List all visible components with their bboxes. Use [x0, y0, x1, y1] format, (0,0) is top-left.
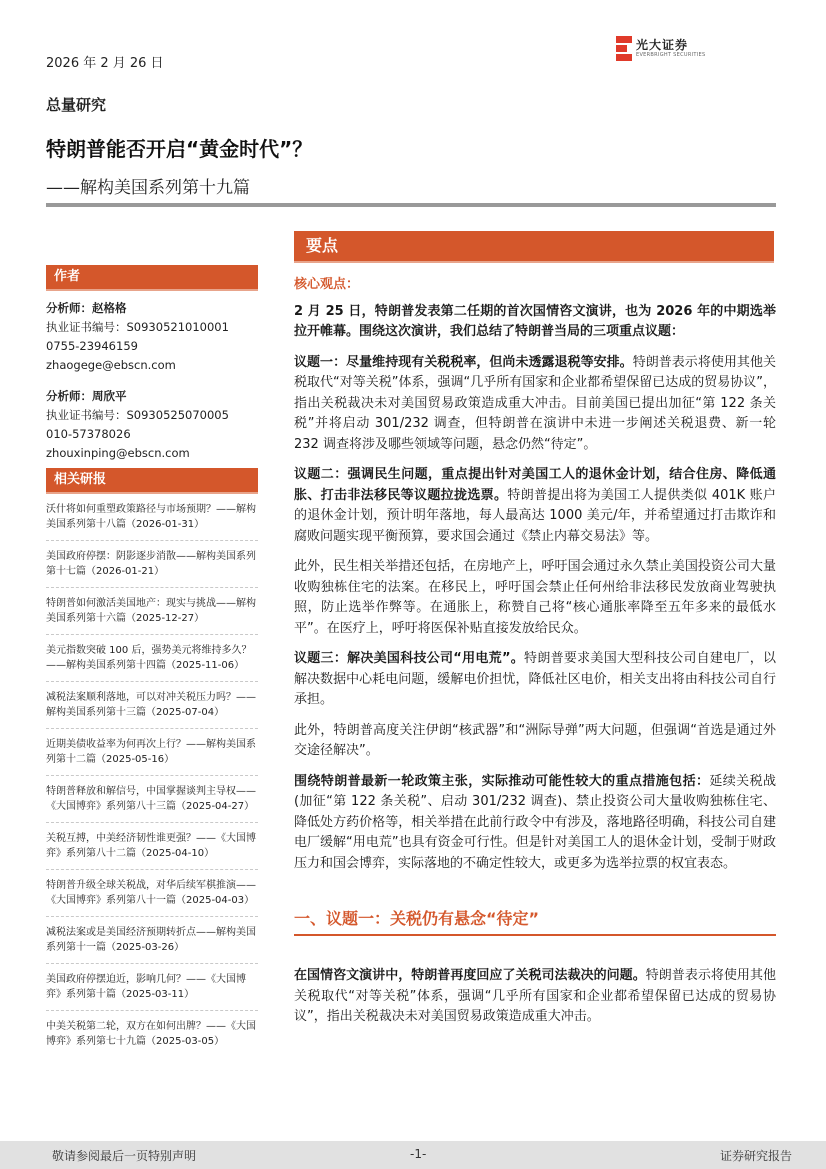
- logo-name-en: EVERBRIGHT SECURITIES: [636, 52, 706, 58]
- issue-three-lead: 议题三：解决美国科技公司“用电荒”。: [294, 651, 525, 666]
- related-research-item[interactable]: 特朗普如何激活美国地产：现实与挑战——解构美国系列第十六篇（2025-12-27）: [46, 596, 258, 635]
- analyst-name: 分析师：周欣平: [46, 389, 127, 403]
- core-view-label: 核心观点：: [294, 277, 360, 292]
- title-divider: [46, 203, 776, 207]
- disclaimer-link[interactable]: 敬请参阅最后一页特别声明: [52, 1149, 197, 1163]
- related-research-list: [46, 502, 258, 1057]
- related-research-item[interactable]: 减税法案顺利落地，可以对冲关税压力吗？——解构美国系列第十三篇（2025-07-04）: [46, 690, 258, 729]
- report-type-label: 证券研究报告: [720, 1149, 793, 1163]
- related-research-item[interactable]: 关税互搏，中美经济韧性谁更强？——《大国博弈》系列第八十二篇（2025-04-10）: [46, 831, 258, 870]
- analyst-block: [46, 299, 258, 375]
- analyst-cert: 执业证书编号：S0930521010001: [46, 320, 229, 334]
- issue-one-lead: 议题一：尽量维持现有关税税率，但尚未透露退税等安排。: [294, 354, 633, 370]
- section-one-text: 特朗普表示将使用其他关税取代“对等关税”体系，强调“几乎所有国家和企业都希望保留已达成的贸易协议”，指出关税裁决未对美国贸易政策造成重大冲击。: [294, 968, 776, 1024]
- authors-heading: 作者: [46, 265, 258, 289]
- analyst-cert: 执业证书编号：S0930525070005: [46, 408, 229, 422]
- analyst-email[interactable]: zhouxinping@ebscn.com: [46, 446, 190, 460]
- issue-three-paragraph: [294, 649, 776, 711]
- related-research-item[interactable]: 中美关税第二轮，双方在如何出牌？——《大国博弈》系列第七十九篇（2025-03-05）: [46, 1021, 256, 1047]
- related-research-item[interactable]: 美国政府停摆：阴影逐步消散——解构美国系列第十七篇（2026-01-21）: [46, 549, 258, 588]
- analyst-block: [46, 387, 258, 463]
- section-one-title: 一、议题一：关税仍有悬念“待定”: [294, 909, 540, 928]
- section-divider: [294, 934, 776, 936]
- issue-two-lead: 议题二：强调民生问题，重点提出针对美国工人的退休金计划，结合住房、降低通胀、打击非法移民等议题拉拢选票。: [294, 467, 776, 503]
- report-date: 2026 年 2 月 26 日: [46, 56, 164, 71]
- issue-three-text: 特朗普要求美国大型科技公司自建电厂，以解决数据中心耗电问题，缓解电价担忧，降低社区电价，相关支出将由科技公司自行承担。: [294, 651, 776, 707]
- measures-paragraph: [294, 772, 776, 875]
- related-research-heading: 相关研报: [46, 468, 258, 492]
- iran-paragraph: 此外，特朗普高度关注伊朗“核武器”和“洲际导弹”两大问题，但强调“首选是通过外交途径解决”。: [294, 722, 776, 758]
- analyst-name: 分析师：赵格格: [46, 301, 127, 315]
- everbright-logo-icon: [616, 36, 632, 62]
- related-research-item[interactable]: 特朗普升级全球关税战，对华后续军棋推演——《大国博弈》系列第八十一篇（2025-04-03）: [46, 878, 258, 917]
- measures-text: 延续关税战(加征“第 122 条关税”、启动 301/232 调查)、禁止投资公司大量收购独栋住宅、降低处方药价格等，相关举措在此前行政令中有涉及，落地路径明确，科技公司自建电厂缓解“用电荒”也具有资金可行性。但是针对美国工人的退休金计划，受制于财政压力和国会博弈，实际落地的不确定性较大，或更多为选举拉票的权宜表态。: [294, 773, 776, 871]
- intro-paragraph: 2 月 25 日，特朗普发表第二任期的首次国情咨文演讲，也为 2026 年的中期选举拉开帷幕。围绕这次演讲，我们总结了特朗普当局的三项重点议题：: [294, 303, 776, 339]
- analyst-phone: 0755-23946159: [46, 339, 138, 353]
- issue-one-paragraph: [294, 353, 776, 456]
- sidebar: [46, 265, 258, 1065]
- related-research-item[interactable]: 特朗普释放和解信号，中国掌握谈判主导权——《大国博弈》系列第八十三篇（2025-04-27）: [46, 784, 258, 823]
- related-research-item[interactable]: 美元指数突破 100 后，强势美元将维持多久？——解构美国系列第十四篇（2025-11-06）: [46, 643, 258, 682]
- analyst-phone: 010-57378026: [46, 427, 131, 441]
- keypoints-body: [294, 275, 776, 884]
- company-logo: [616, 36, 706, 66]
- report-category: 总量研究: [46, 96, 107, 114]
- measures-lead: 围绕特朗普最新一轮政策主张，实际推动可能性较大的重点措施包括：: [294, 773, 710, 789]
- report-subtitle: ——解构美国系列第十九篇: [46, 178, 250, 198]
- issue-one-text: 特朗普表示将使用其他关税取代“对等关税”体系，强调“几乎所有国家和企业都希望保留已达成的贸易协议”，指出关税裁决未对美国贸易政策造成重大冲击。目前美国已提出加征“第 122 条关税”并将启动 301/232 调查，但特朗普在演讲中未进一步阐述关税退费、新一轮 232 调查将涉及哪些领域等问题，悬念仍然“待定”。: [294, 354, 776, 452]
- section-one-body: [294, 966, 776, 1028]
- report-title: 特朗普能否开启“黄金时代”？: [46, 137, 313, 161]
- related-research-item[interactable]: 减税法案或是美国经济预期转折点——解构美国系列第十一篇（2025-03-26）: [46, 925, 258, 964]
- section-one-lead: 在国情咨文演讲中，特朗普再度回应了关税司法裁决的问题。: [294, 968, 646, 983]
- keypoints-heading: 要点: [294, 231, 774, 261]
- analyst-email[interactable]: zhaogege@ebscn.com: [46, 358, 176, 372]
- issue-two-paragraph: [294, 465, 776, 547]
- related-research-item[interactable]: 近期美债收益率为何再次上行？——解构美国系列第十二篇（2025-05-16）: [46, 737, 258, 776]
- page-number: -1-: [410, 1147, 427, 1161]
- related-research-item[interactable]: 美国政府停摆迫近，影响几何？——《大国博弈》系列第十篇（2025-03-11）: [46, 972, 258, 1011]
- logo-name-cn: 光大证券: [636, 38, 689, 52]
- issue-two-text: 特朗普提出将为美国工人提供类似 401K 账户的退休金计划，预计明年落地，每人最高达 1000 美元/年，并希望通过打击欺诈和腐败问题实现平衡预算，要求国会通过《禁止内幕交易法》等。: [294, 487, 776, 544]
- livelihood-paragraph: 此外，民生相关举措还包括，在房地产上，呼吁国会通过永久禁止美国投资公司大量收购独栋住宅的法案。在移民上，呼吁国会禁止任何州给非法移民发放商业驾驶执照，防止选举作弊等。在通胀上，称赞自己将“核心通胀率降至五年多来的最低水平”。在医疗上，呼吁将医保补贴直接发放给民众。: [294, 559, 776, 636]
- related-research-item[interactable]: 沃什将如何重塑政策路径与市场预期？——解构美国系列第十八篇（2026-01-31）: [46, 502, 258, 541]
